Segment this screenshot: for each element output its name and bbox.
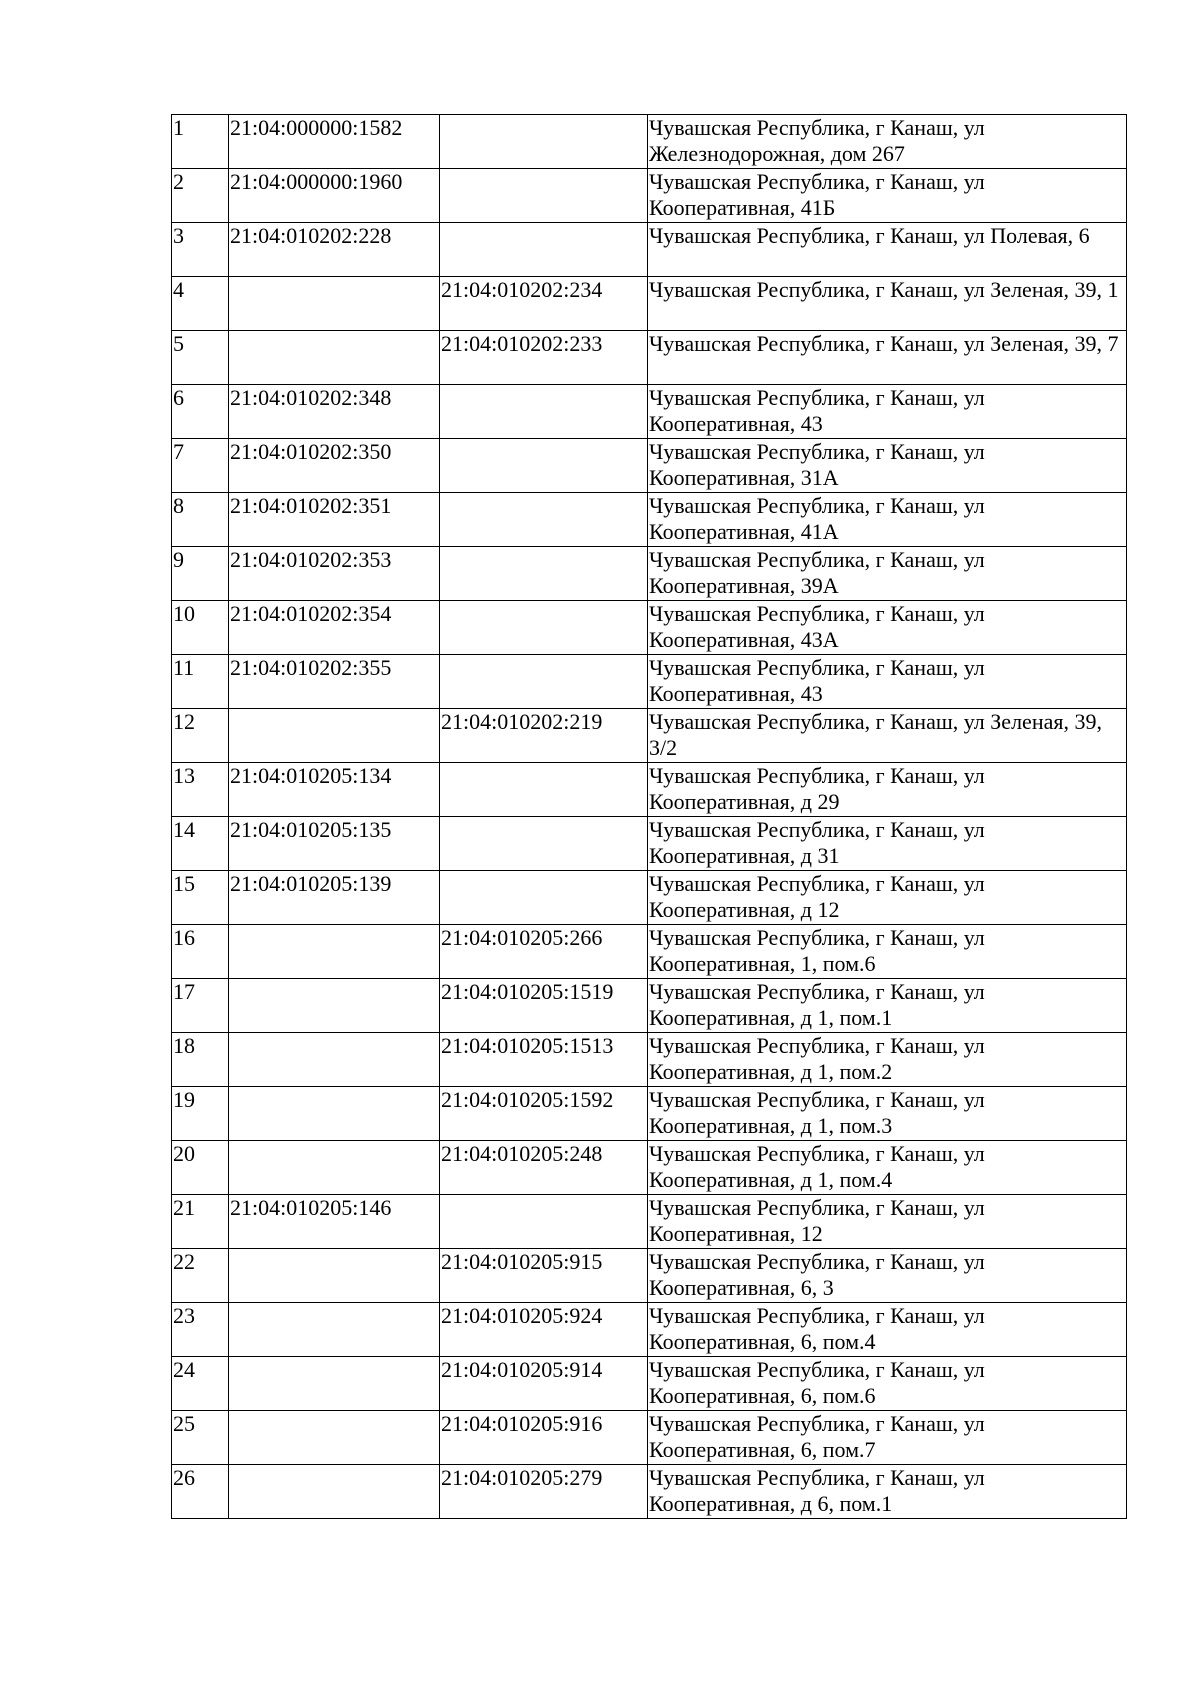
table-row — [172, 871, 1127, 925]
table-row — [172, 1087, 1127, 1141]
row-number-cell: 21 — [172, 1195, 229, 1249]
address-cell: Чувашская Республика, г Канаш, ул Кооперативная, 43А — [648, 601, 1127, 655]
table-row — [172, 1195, 1127, 1249]
building-cadastral-number-cell: 21:04:010205:266 — [440, 925, 648, 979]
address-cell: Чувашская Республика, г Канаш, ул Кооперативная, 1, пом.6 — [648, 925, 1127, 979]
row-number-cell: 7 — [172, 439, 229, 493]
land-cadastral-number-cell — [229, 925, 440, 979]
table-row — [172, 223, 1127, 277]
address-cell: Чувашская Республика, г Канаш, ул Кооперативная, д 12 — [648, 871, 1127, 925]
building-cadastral-number-cell — [440, 169, 648, 223]
land-cadastral-number-cell — [229, 1087, 440, 1141]
row-number-cell: 12 — [172, 709, 229, 763]
address-cell: Чувашская Республика, г Канаш, ул Кооперативная, 43 — [648, 385, 1127, 439]
land-cadastral-number-cell: 21:04:010202:228 — [229, 223, 440, 277]
table-row — [172, 385, 1127, 439]
table-row — [172, 331, 1127, 385]
row-number-cell: 10 — [172, 601, 229, 655]
building-cadastral-number-cell — [440, 439, 648, 493]
address-cell: Чувашская Республика, г Канаш, ул Кооперативная, 39А — [648, 547, 1127, 601]
table-row — [172, 1357, 1127, 1411]
building-cadastral-number-cell: 21:04:010202:234 — [440, 277, 648, 331]
land-cadastral-number-cell: 21:04:010202:355 — [229, 655, 440, 709]
land-cadastral-number-cell — [229, 1357, 440, 1411]
row-number-cell: 25 — [172, 1411, 229, 1465]
table-row — [172, 547, 1127, 601]
row-number-cell: 8 — [172, 493, 229, 547]
building-cadastral-number-cell — [440, 385, 648, 439]
building-cadastral-number-cell: 21:04:010205:1513 — [440, 1033, 648, 1087]
row-number-cell: 19 — [172, 1087, 229, 1141]
land-cadastral-number-cell: 21:04:010205:146 — [229, 1195, 440, 1249]
building-cadastral-number-cell: 21:04:010205:914 — [440, 1357, 648, 1411]
land-cadastral-number-cell: 21:04:010202:351 — [229, 493, 440, 547]
address-cell: Чувашская Республика, г Канаш, ул Кооперативная, 12 — [648, 1195, 1127, 1249]
building-cadastral-number-cell: 21:04:010205:1592 — [440, 1087, 648, 1141]
row-number-cell: 6 — [172, 385, 229, 439]
row-number-cell: 20 — [172, 1141, 229, 1195]
row-number-cell: 18 — [172, 1033, 229, 1087]
address-cell: Чувашская Республика, г Канаш, ул Полевая, 6 — [648, 223, 1127, 277]
row-number-cell: 5 — [172, 331, 229, 385]
table-row — [172, 979, 1127, 1033]
table-row — [172, 169, 1127, 223]
building-cadastral-number-cell — [440, 547, 648, 601]
table-body — [172, 115, 1127, 1519]
building-cadastral-number-cell — [440, 1195, 648, 1249]
building-cadastral-number-cell — [440, 115, 648, 169]
land-cadastral-number-cell — [229, 709, 440, 763]
table-row — [172, 1411, 1127, 1465]
table-row — [172, 817, 1127, 871]
address-cell: Чувашская Республика, г Канаш, ул Зеленая, 39, 7 — [648, 331, 1127, 385]
building-cadastral-number-cell: 21:04:010205:1519 — [440, 979, 648, 1033]
building-cadastral-number-cell — [440, 871, 648, 925]
table-row — [172, 277, 1127, 331]
building-cadastral-number-cell — [440, 601, 648, 655]
table-row — [172, 115, 1127, 169]
land-cadastral-number-cell: 21:04:010205:135 — [229, 817, 440, 871]
row-number-cell: 26 — [172, 1465, 229, 1519]
table-row — [172, 709, 1127, 763]
address-cell: Чувашская Республика, г Канаш, ул Кооперативная, д 1, пом.4 — [648, 1141, 1127, 1195]
land-cadastral-number-cell — [229, 1033, 440, 1087]
row-number-cell: 16 — [172, 925, 229, 979]
row-number-cell: 14 — [172, 817, 229, 871]
building-cadastral-number-cell: 21:04:010202:219 — [440, 709, 648, 763]
row-number-cell: 2 — [172, 169, 229, 223]
land-cadastral-number-cell — [229, 331, 440, 385]
building-cadastral-number-cell — [440, 817, 648, 871]
land-cadastral-number-cell — [229, 1303, 440, 1357]
row-number-cell: 1 — [172, 115, 229, 169]
table-row — [172, 439, 1127, 493]
building-cadastral-number-cell: 21:04:010202:233 — [440, 331, 648, 385]
table-row — [172, 1249, 1127, 1303]
building-cadastral-number-cell: 21:04:010205:916 — [440, 1411, 648, 1465]
row-number-cell: 11 — [172, 655, 229, 709]
table-row — [172, 925, 1127, 979]
building-cadastral-number-cell — [440, 655, 648, 709]
building-cadastral-number-cell — [440, 223, 648, 277]
table-row — [172, 493, 1127, 547]
cadastral-table — [171, 114, 1127, 1519]
building-cadastral-number-cell: 21:04:010205:915 — [440, 1249, 648, 1303]
address-cell: Чувашская Республика, г Канаш, ул Кооперативная, 43 — [648, 655, 1127, 709]
land-cadastral-number-cell: 21:04:010205:139 — [229, 871, 440, 925]
table-row — [172, 763, 1127, 817]
address-cell: Чувашская Республика, г Канаш, ул Кооперативная, 6, пом.6 — [648, 1357, 1127, 1411]
table-row — [172, 1465, 1127, 1519]
row-number-cell: 3 — [172, 223, 229, 277]
address-cell: Чувашская Республика, г Канаш, ул Зеленая, 39, 1 — [648, 277, 1127, 331]
address-cell: Чувашская Республика, г Канаш, ул Кооперативная, д 31 — [648, 817, 1127, 871]
land-cadastral-number-cell: 21:04:010202:350 — [229, 439, 440, 493]
land-cadastral-number-cell: 21:04:010202:353 — [229, 547, 440, 601]
table-row — [172, 601, 1127, 655]
land-cadastral-number-cell — [229, 1141, 440, 1195]
land-cadastral-number-cell — [229, 979, 440, 1033]
address-cell: Чувашская Республика, г Канаш, ул Кооперативная, д 1, пом.1 — [648, 979, 1127, 1033]
building-cadastral-number-cell: 21:04:010205:248 — [440, 1141, 648, 1195]
row-number-cell: 13 — [172, 763, 229, 817]
land-cadastral-number-cell: 21:04:000000:1582 — [229, 115, 440, 169]
row-number-cell: 22 — [172, 1249, 229, 1303]
row-number-cell: 17 — [172, 979, 229, 1033]
address-cell: Чувашская Республика, г Канаш, ул Кооперативная, д 29 — [648, 763, 1127, 817]
building-cadastral-number-cell — [440, 763, 648, 817]
address-cell: Чувашская Республика, г Канаш, ул Кооперативная, 6, 3 — [648, 1249, 1127, 1303]
land-cadastral-number-cell: 21:04:010202:348 — [229, 385, 440, 439]
address-cell: Чувашская Республика, г Канаш, ул Кооперативная, 41Б — [648, 169, 1127, 223]
land-cadastral-number-cell — [229, 1249, 440, 1303]
table-row — [172, 655, 1127, 709]
row-number-cell: 4 — [172, 277, 229, 331]
table-row — [172, 1303, 1127, 1357]
land-cadastral-number-cell — [229, 1465, 440, 1519]
building-cadastral-number-cell: 21:04:010205:924 — [440, 1303, 648, 1357]
building-cadastral-number-cell: 21:04:010205:279 — [440, 1465, 648, 1519]
address-cell: Чувашская Республика, г Канаш, ул Кооперативная, д 1, пом.3 — [648, 1087, 1127, 1141]
row-number-cell: 15 — [172, 871, 229, 925]
row-number-cell: 9 — [172, 547, 229, 601]
land-cadastral-number-cell — [229, 277, 440, 331]
address-cell: Чувашская Республика, г Канаш, ул Кооперативная, 6, пом.4 — [648, 1303, 1127, 1357]
building-cadastral-number-cell — [440, 493, 648, 547]
table-row — [172, 1141, 1127, 1195]
land-cadastral-number-cell: 21:04:010205:134 — [229, 763, 440, 817]
address-cell: Чувашская Республика, г Канаш, ул Кооперативная, д 6, пом.1 — [648, 1465, 1127, 1519]
table-row — [172, 1033, 1127, 1087]
land-cadastral-number-cell — [229, 1411, 440, 1465]
land-cadastral-number-cell: 21:04:000000:1960 — [229, 169, 440, 223]
address-cell: Чувашская Республика, г Канаш, ул Железнодорожная, дом 267 — [648, 115, 1127, 169]
address-cell: Чувашская Республика, г Канаш, ул Кооперативная, д 1, пом.2 — [648, 1033, 1127, 1087]
address-cell: Чувашская Республика, г Канаш, ул Кооперативная, 41А — [648, 493, 1127, 547]
land-cadastral-number-cell: 21:04:010202:354 — [229, 601, 440, 655]
row-number-cell: 24 — [172, 1357, 229, 1411]
address-cell: Чувашская Республика, г Канаш, ул Кооперативная, 31А — [648, 439, 1127, 493]
address-cell: Чувашская Республика, г Канаш, ул Зеленая, 39, 3/2 — [648, 709, 1127, 763]
row-number-cell: 23 — [172, 1303, 229, 1357]
address-cell: Чувашская Республика, г Канаш, ул Кооперативная, 6, пом.7 — [648, 1411, 1127, 1465]
